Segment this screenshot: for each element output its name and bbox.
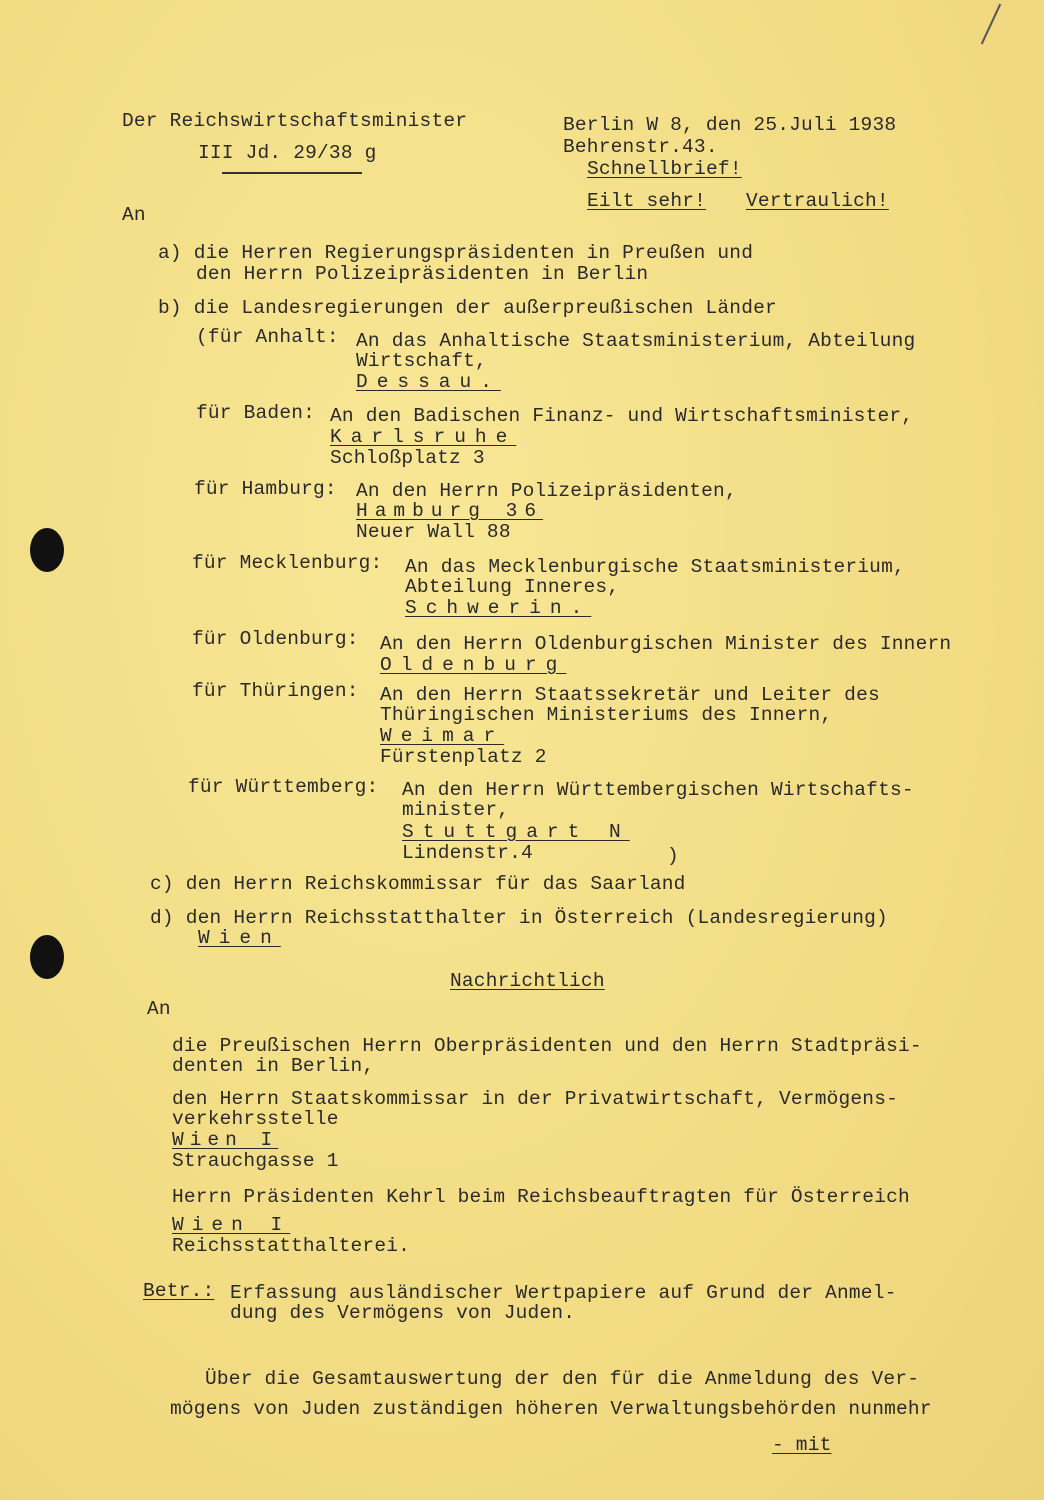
vertraulich-note: Vertraulich! xyxy=(746,190,889,212)
betreff-line1: Erfassung ausländischer Wertpapiere auf Grund der Anmel- xyxy=(230,1282,897,1304)
oldenburg-line1: An den Herrn Oldenburgischen Minister des Innern xyxy=(380,633,952,655)
body-line2: mögens von Juden zuständigen höheren Verwaltungsbehörden nunmehr xyxy=(170,1398,932,1420)
mecklenburg-label: für Mecklenburg: xyxy=(192,552,383,574)
mecklenburg-line1: An das Mecklenburgische Staatsministerium, xyxy=(405,556,905,578)
anhalt-line1: An das Anhaltische Staatsministerium, Abteilung xyxy=(356,330,916,352)
place-date: Berlin W 8, den 25.Juli 1938 xyxy=(563,114,897,136)
hamburg-street: Neuer Wall 88 xyxy=(356,521,511,543)
nachrichtlich-an-label: An xyxy=(147,998,171,1020)
recipient-a-line2: den Herrn Polizeipräsidenten in Berlin xyxy=(196,263,649,285)
reference-rule xyxy=(222,172,362,174)
body-line1: Über die Gesamtauswertung der den für die Anmeldung des Ver- xyxy=(205,1368,920,1390)
wuerttemberg-city: Stuttgart N xyxy=(402,821,630,843)
nachrichtlich-p1-line1: die Preußischen Herrn Oberpräsidenten und den Herrn Stadtpräsi- xyxy=(172,1035,922,1057)
anhalt-line2: Wirtschaft, xyxy=(356,350,487,372)
wuerttemberg-line2: minister, xyxy=(402,799,510,821)
recipient-d-city: Wien xyxy=(198,927,281,949)
nachrichtlich-heading: Nachrichtlich xyxy=(450,970,605,992)
baden-line1: An den Badischen Finanz- und Wirtschaftsminister, xyxy=(330,405,914,427)
page-continuation: - mit xyxy=(772,1434,832,1456)
thueringen-label: für Thüringen: xyxy=(192,680,359,702)
baden-label: für Baden: xyxy=(196,402,316,424)
oldenburg-city: Oldenburg xyxy=(380,654,567,676)
nachrichtlich-p2-city: Wien I xyxy=(172,1129,279,1151)
recipient-a-line1: a) die Herren Regierungspräsidenten in Preußen und xyxy=(158,242,754,264)
nachrichtlich-p3-city: Wien I xyxy=(172,1214,291,1236)
nachrichtlich-p2-line1: den Herrn Staatskommissar in der Privatwirtschaft, Vermögens- xyxy=(172,1088,899,1110)
hamburg-city: Hamburg 36 xyxy=(356,500,544,522)
betreff-label: Betr.: xyxy=(143,1280,215,1302)
mecklenburg-city: Schwerin. xyxy=(405,597,592,619)
wuerttemberg-line1: An den Herrn Württembergischen Wirtschafts- xyxy=(402,779,914,801)
street-address: Behrenstr.43. xyxy=(563,136,718,158)
closing-parenthesis: ) xyxy=(667,845,679,867)
punch-hole-bottom xyxy=(30,935,64,979)
hamburg-line1: An den Herrn Polizeipräsidenten, xyxy=(356,480,737,502)
baden-street: Schloßplatz 3 xyxy=(330,447,485,469)
betreff-line2: dung des Vermögens von Juden. xyxy=(230,1302,576,1324)
eilt-note: Eilt sehr! xyxy=(587,190,707,212)
thueringen-street: Fürstenplatz 2 xyxy=(380,746,547,768)
hamburg-label: für Hamburg: xyxy=(194,478,337,500)
thueringen-city: Weimar xyxy=(380,725,505,747)
wuerttemberg-street: Lindenstr.4 xyxy=(402,842,533,864)
baden-city: Karlsruhe xyxy=(330,426,517,448)
nachrichtlich-p1-line2: denten in Berlin, xyxy=(172,1055,375,1077)
nachrichtlich-p2-street: Strauchgasse 1 xyxy=(172,1150,339,1172)
anhalt-label: (für Anhalt: xyxy=(196,326,339,348)
recipient-d-line: d) den Herrn Reichsstatthalter in Österreich (Landesregierung) xyxy=(150,907,888,929)
anhalt-city: Dessau. xyxy=(356,371,501,393)
nachrichtlich-p3-street: Reichsstatthalterei. xyxy=(172,1235,411,1257)
sender: Der Reichswirtschaftsminister xyxy=(122,110,468,132)
schnellbrief-note: Schnellbrief! xyxy=(587,158,742,180)
an-label: An xyxy=(122,204,146,226)
thueringen-line2: Thüringischen Ministeriums des Innern, xyxy=(380,704,833,726)
nachrichtlich-p3-line1: Herrn Präsidenten Kehrl beim Reichsbeauftragten für Österreich xyxy=(172,1186,910,1208)
reference-number: III Jd. 29/38 g xyxy=(198,142,377,164)
wuerttemberg-label: für Württemberg: xyxy=(188,776,379,798)
recipient-b-line: b) die Landesregierungen der außerpreußischen Länder xyxy=(158,297,777,319)
recipient-c-line: c) den Herrn Reichskommissar für das Saarland xyxy=(150,873,686,895)
punch-hole-top xyxy=(30,528,64,572)
thueringen-line1: An den Herrn Staatssekretär und Leiter des xyxy=(380,684,880,706)
pencil-mark xyxy=(981,4,1001,45)
mecklenburg-line2: Abteilung Inneres, xyxy=(405,576,620,598)
nachrichtlich-p2-line2: verkehrsstelle xyxy=(172,1108,339,1130)
oldenburg-label: für Oldenburg: xyxy=(192,628,359,650)
